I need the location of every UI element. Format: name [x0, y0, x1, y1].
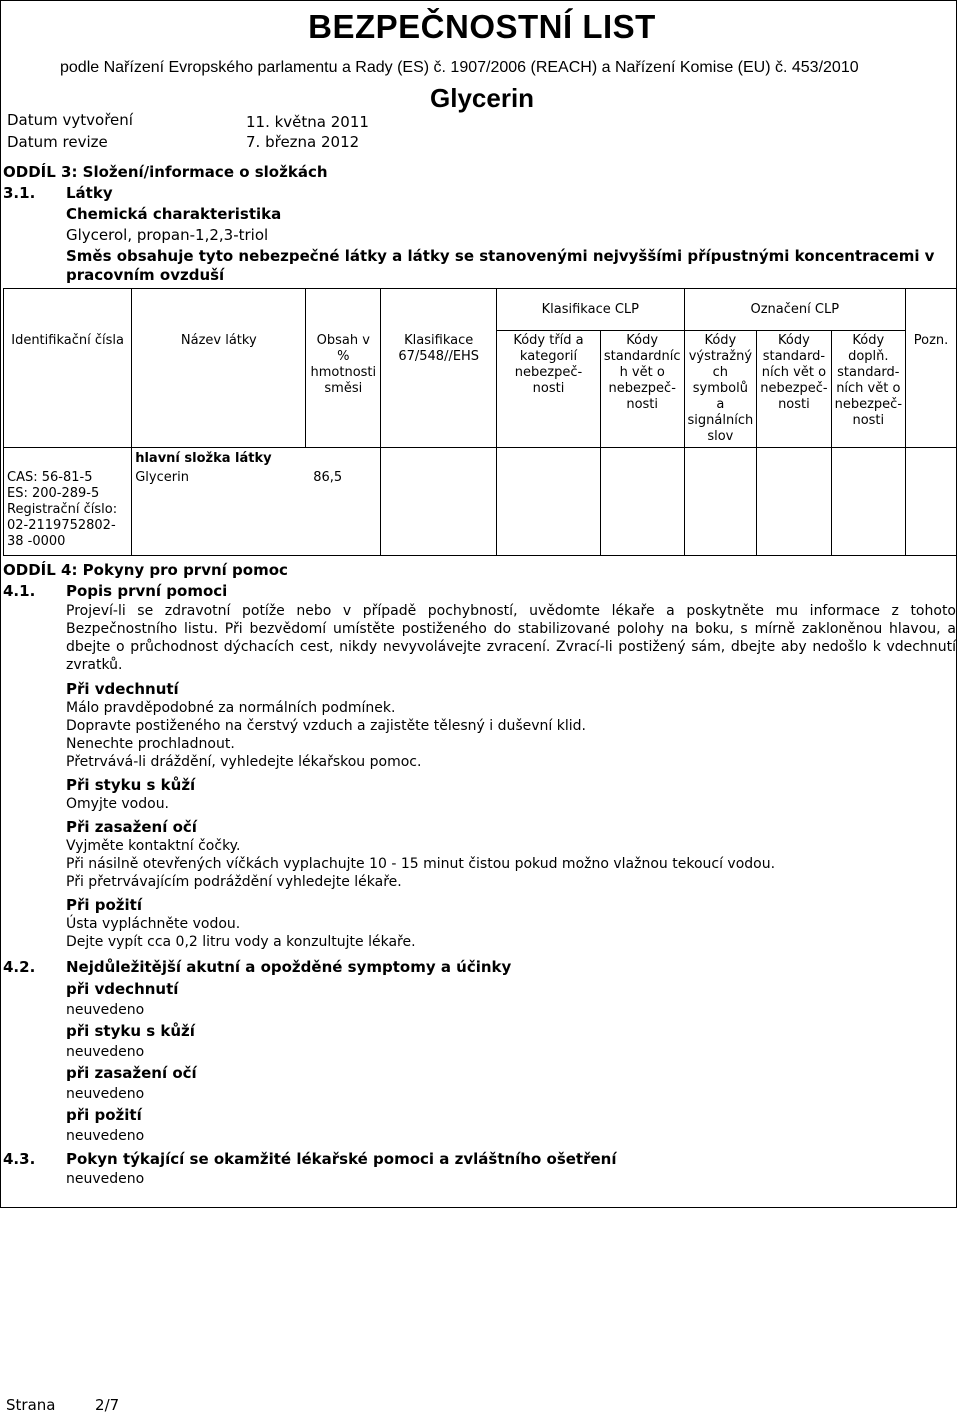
header-class67: Klasifikace 67/548//EHS	[381, 331, 497, 448]
inhalation-line: Málo pravděpodobné za normálních podmínek.	[66, 700, 396, 716]
symptom-value: neuvedeno	[66, 1002, 145, 1018]
chem-char-heading: Chemická charakteristika	[66, 205, 282, 223]
eye-line: Při násilně otevřených víčkách vyplachujte 10 - 15 minut čistou pokud možno vlažnou tekoucí vodou.	[66, 856, 776, 872]
section41-title: Popis první pomoci	[66, 582, 228, 600]
page-label: Strana	[6, 1396, 56, 1414]
symptom-title: při vdechnutí	[66, 980, 179, 998]
header-note: Pozn.	[906, 331, 957, 448]
group-oznaceni-clp: Označení CLP	[684, 289, 906, 331]
created-label: Datum vytvoření	[7, 111, 133, 129]
composition-table	[3, 288, 957, 556]
header-class-codes: Kódy tříd a kategorií nebezpeč-nosti	[497, 331, 601, 448]
header-suppl: Kódy doplň. standard-ních vět o nebezpeč-nosti	[831, 331, 905, 448]
eye-line: Při přetrvávajícím podráždění vyhledejte lékaře.	[66, 874, 402, 890]
header-pict-codes: Kódy výstražný ch symbolů a signálních slov	[684, 331, 757, 448]
name-content-cell	[132, 448, 381, 556]
reg-label: Registrační číslo:	[7, 502, 118, 517]
skin-title: Při styku s kůží	[66, 776, 196, 794]
substance-content: 86,5	[313, 470, 343, 485]
revision-label: Datum revize	[7, 133, 108, 151]
eye-title: Při zasažení očí	[66, 818, 197, 836]
cas-number: CAS: 56-81-5	[7, 470, 93, 485]
header-ident: Identifikační čísla	[4, 331, 132, 448]
ingestion-line: Dejte vypít cca 0,2 litru vody a konzultujte lékaře.	[66, 934, 416, 950]
first-aid-intro: Projeví-li se zdravotní potíže nebo v případě pochybností, uvědomte lékaře a poskytněte mu informace z tohoto Bezpečnostního listu. Při bezvědomí umístěte postiženého do stabilizované polohy na boku, s mírně zakloněnou hlavou, a dbejte o průchodnost dýchacích cest, nikdy nevyvolávejte zvracení. Zvrací-li postižený sám, dbejte aby nedošlo k vdechnutí zvratků.	[66, 603, 956, 673]
page-footer	[6, 1396, 119, 1414]
header-name: Název látky	[132, 331, 306, 448]
main-component-label: hlavní složka látky	[135, 451, 272, 466]
group-klasifikace-clp: Klasifikace CLP	[497, 289, 684, 331]
header-h-codes: Kódy standardníc h vět o nebezpeč-nosti	[600, 331, 684, 448]
section43-value: neuvedeno	[66, 1171, 145, 1187]
symptom-value: neuvedeno	[66, 1044, 145, 1060]
inhalation-title: Při vdechnutí	[66, 680, 179, 698]
symptoms-list	[66, 979, 197, 1147]
ingestion-line: Ústa vypláchněte vodou.	[66, 916, 241, 932]
contains-statement: Směs obsahuje tyto nebezpečné látky a látky se stanovenými nejvyššími přípustnými koncentracemi v pracovním ovzduší	[66, 247, 935, 284]
section41-number: 4.1.	[3, 582, 36, 600]
first-aid-details	[66, 679, 946, 951]
revision-value: 7. března 2012	[246, 133, 360, 151]
section43-title: Pokyn týkající se okamžité lékařské pomoci a zvláštního ošetření	[66, 1150, 617, 1168]
section42-title: Nejdůležitější akutní a opožděné symptomy a účinky	[66, 958, 512, 976]
symptom-value: neuvedeno	[66, 1128, 145, 1144]
section43-number: 4.3.	[3, 1150, 36, 1168]
product-name: Glycerin	[430, 83, 535, 113]
symptom-title: při styku s kůží	[66, 1022, 195, 1040]
skin-line: Omyjte vodou.	[66, 796, 170, 812]
section31-title: Látky	[66, 184, 113, 202]
eye-line: Vyjměte kontaktní čočky.	[66, 838, 241, 854]
inhalation-line: Přetrvává-li dráždění, vyhledejte lékařskou pomoc.	[66, 754, 422, 770]
section31-number: 3.1.	[3, 184, 36, 202]
symptom-title: při požití	[66, 1106, 142, 1124]
header-h-std: Kódy standard-ních vět o nebezpeč-nosti	[757, 331, 831, 448]
reg-value: 02-2119752802-38 -0000	[7, 518, 116, 549]
document-subtitle: podle Nařízení Evropského parlamentu a Rady (ES) č. 1907/2006 (REACH) a Nařízení Komise (EU) č. 453/2010	[60, 59, 859, 76]
section4-heading: ODDÍL 4: Pokyny pro první pomoc	[3, 561, 288, 579]
page-number: 2/7	[95, 1396, 120, 1414]
symptom-value: neuvedeno	[66, 1086, 145, 1102]
document-title: BEZPEČNOSTNÍ LIST	[308, 8, 656, 45]
symptom-title: při zasažení očí	[66, 1064, 197, 1082]
ident-cell	[4, 448, 132, 556]
chem-char-value: Glycerol, propan-1,2,3-triol	[66, 226, 269, 244]
inhalation-line: Nenechte prochladnout.	[66, 736, 235, 752]
header-content: Obsah v % hmotnosti směsi	[306, 331, 381, 448]
created-value: 11. května 2011	[246, 113, 369, 131]
section3-heading: ODDÍL 3: Složení/informace o složkách	[3, 163, 328, 181]
inhalation-line: Dopravte postiženého na čerstvý vzduch a zajistěte tělesný i duševní klid.	[66, 718, 586, 734]
es-number: ES: 200-289-5	[7, 486, 100, 501]
ingestion-title: Při požití	[66, 896, 142, 914]
substance-name: Glycerin	[135, 470, 189, 485]
section42-number: 4.2.	[3, 958, 36, 976]
